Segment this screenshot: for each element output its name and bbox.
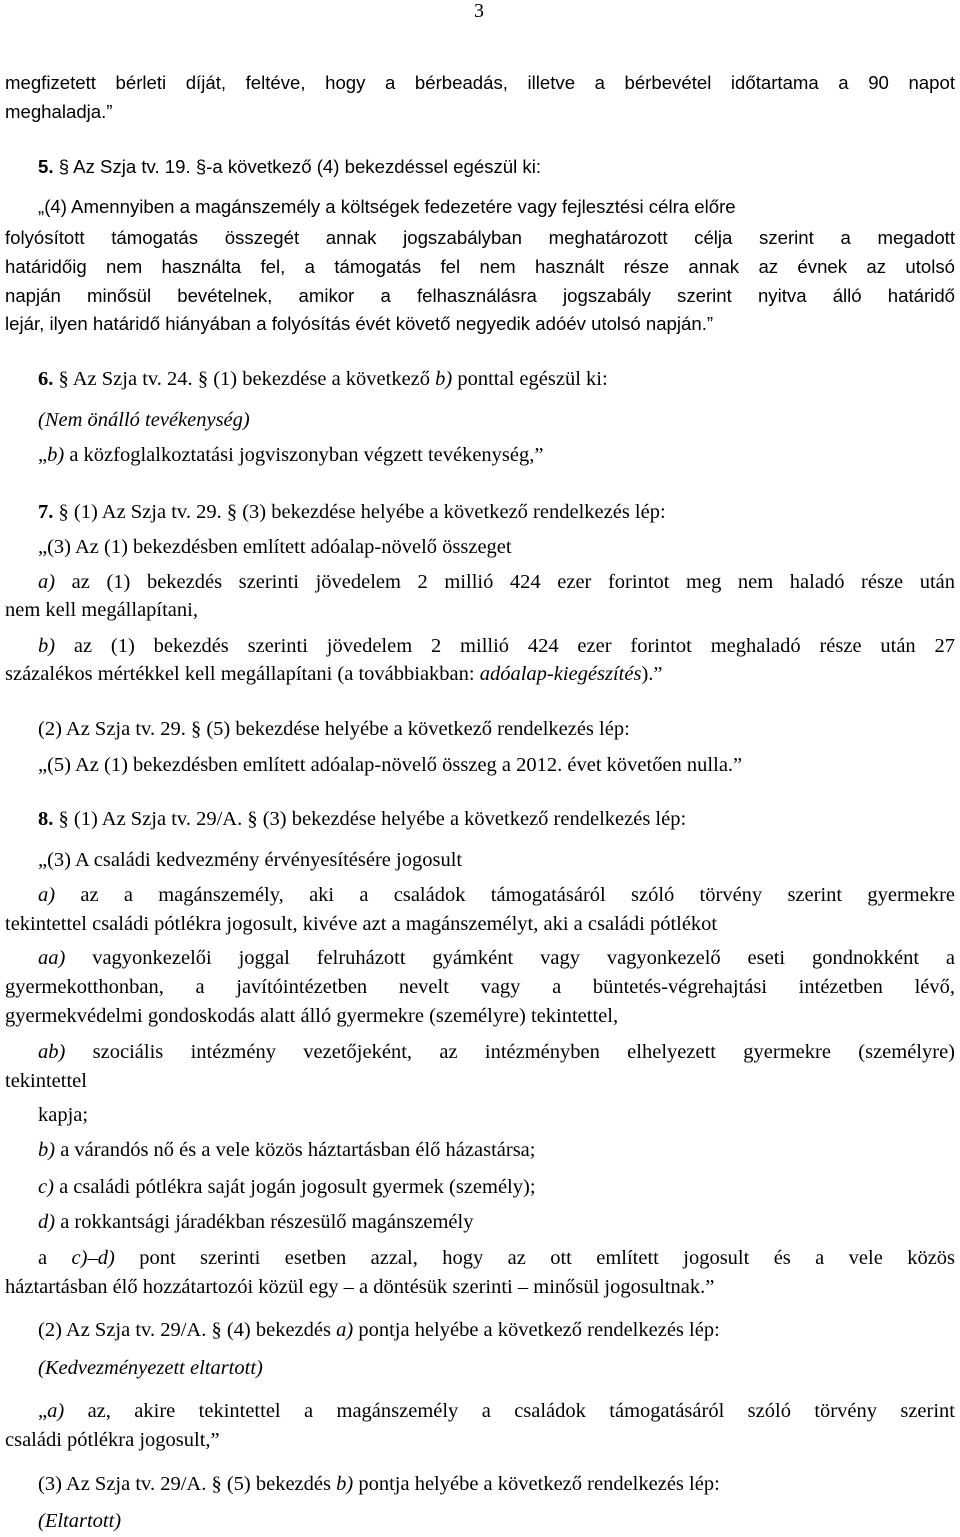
line-text: pont szerinti esetben azzal, hogy az ott említett jogosult és a vele közös [139, 1247, 956, 1269]
text-line [5, 634, 955, 658]
text-line: „(3) Az (1) bekezdésben említett adóalap-növelő összeget [38, 536, 512, 558]
section-number: 7. [38, 501, 54, 523]
quote-mark: „ [38, 1400, 48, 1422]
heading-text: ponttal egészül ki: [457, 368, 608, 390]
law-reference: Az Szja tv. 24. [72, 368, 193, 390]
text-line [38, 1472, 720, 1496]
quote-mark: „ [38, 444, 48, 466]
section-8-heading [38, 807, 686, 831]
text-line: napján minősül bevételnek, amikor a felhasználásra jogszabály szerint nyitva álló határidő [5, 285, 955, 306]
text-line: tekintettel [5, 1070, 87, 1092]
line-text: szociális intézmény vezetőjeként, az intézményben elhelyezett gyermekre (személyre) [92, 1041, 956, 1063]
heading-text: § (1) bekezdése a következő [197, 368, 431, 390]
line-text: az (1) bekezdés szerinti jövedelem 2 millió 424 ezer forintot meg nem haladó része után [71, 571, 956, 593]
point-label: c)–d) [71, 1247, 115, 1269]
text-line [38, 1318, 720, 1342]
text-line [38, 1138, 535, 1162]
line-text: (2) Az Szja tv. 29/A. § (4) bekezdés [38, 1319, 331, 1341]
text-line: megfizetett bérleti díját, feltéve, hogy a bérbeadás, illetve a bérbevétel időtartama a 90 napot [5, 72, 955, 93]
section-sign: § [58, 368, 69, 390]
subheading: (Kedvezményezett eltartott) [38, 1357, 263, 1379]
text-line: gyermekotthonban, a javítóintézetben nevelt vagy a büntetés-végrehajtási intézetben lévő, [5, 976, 955, 998]
point-label: b) [336, 1473, 354, 1495]
section-7-heading [38, 500, 666, 524]
section-number: 6. [38, 368, 54, 390]
text-line: gyermekvédelmi gondoskodás alatt álló gyermekre (személyre) tekintettel, [5, 1005, 619, 1027]
section-5-heading [38, 155, 541, 179]
text-line: háztartásban élő hozzátartozói közül egy – a döntésük szerinti – minősül jogosultnak.” [5, 1276, 715, 1298]
text-line [5, 883, 955, 907]
heading-text: § (3) bekezdése helyébe a következő rendelkezés lép: [226, 501, 666, 523]
line-text: pontja helyébe a következő rendelkezés lép: [358, 1319, 720, 1341]
law-reference: (1) Az Szja tv. 29/A. [73, 808, 243, 830]
text-line: családi pótlékra jogosult,” [5, 1429, 220, 1451]
line-text: (3) Az Szja tv. 29/A. § (5) bekezdés [38, 1473, 331, 1495]
point-label: d) [38, 1211, 56, 1233]
line-text: a családi pótlékra saját jogán jogosult gyermek (személy); [59, 1176, 536, 1198]
text-line [5, 662, 663, 686]
point-label: a) [38, 884, 56, 906]
line-text: a várandós nő és a vele közös háztartásban élő házastársa; [60, 1139, 536, 1161]
section-sign: § [58, 156, 70, 177]
point-label: ab) [38, 1041, 66, 1063]
text-line: határidőig nem használta fel, a támogatás fel nem használt része annak az évnek az utolsó [5, 256, 955, 277]
line-text: vagyonkezelői joggal felruházott gyámként vagy vagyonkezelő eseti gondnokként a [92, 947, 955, 969]
point-label: a) [336, 1319, 354, 1341]
point-label: b) [38, 635, 56, 657]
text-line: „(4) Amennyiben a magánszemély a költségek fedezetére vagy fejlesztési célra előre [38, 196, 736, 217]
point-label: b) [435, 368, 453, 390]
point-label: b) [38, 1139, 56, 1161]
text-line [38, 1210, 473, 1234]
text-line: tekintettel családi pótlékra jogosult, kivéve azt a magánszemélyt, aki a családi pótlékot [5, 913, 718, 935]
line-text: az a magánszemély, aki a családok támogatásáról szóló törvény szerint gyermekre [80, 884, 955, 906]
text-line [5, 1399, 955, 1423]
section-6-heading [38, 367, 608, 391]
point-label: aa) [38, 947, 66, 969]
line-text: a közfoglalkoztatási jogviszonyban végzett tevékenység,” [69, 444, 544, 466]
text-line: „(5) Az (1) bekezdésben említett adóalap-növelő összeg a 2012. évet követően nulla.” [38, 754, 743, 776]
section-sign: § [58, 808, 69, 830]
text-line [38, 1175, 536, 1199]
line-text: a rokkantsági járadékban részesülő magánszemély [60, 1211, 474, 1233]
text-line: „(3) A családi kedvezmény érvényesítésére jogosult [38, 849, 463, 871]
subheading: (Nem önálló tevékenység) [38, 409, 250, 431]
text-line: folyósított támogatás összegét annak jogszabályban meghatározott célja szerint a megadott [5, 227, 955, 248]
section-sign: § [58, 501, 69, 523]
text-line: (2) Az Szja tv. 29. § (5) bekezdése helyébe a következő rendelkezés lép: [38, 718, 630, 740]
point-label: c) [38, 1176, 54, 1198]
text-line [5, 946, 955, 970]
defined-term: adóalap-kiegészítés [479, 663, 642, 685]
point-label: a) [47, 1400, 65, 1422]
line-text: ).” [641, 663, 663, 685]
point-label: b) [47, 444, 65, 466]
heading-text: §-a következő (4) bekezdéssel egészül ki: [195, 156, 542, 177]
text-line [38, 443, 544, 467]
line-text: százalékos mértékkel kell megállapítani (a továbbiakban: [5, 663, 475, 685]
page-number: 3 [474, 0, 484, 22]
section-number: 8. [38, 808, 54, 830]
text-line [5, 570, 955, 594]
law-reference: (1) Az Szja tv. 29. [73, 501, 222, 523]
line-text: a [38, 1247, 48, 1269]
subheading: (Eltartott) [38, 1510, 122, 1532]
text-line: nem kell megállapítani, [5, 599, 198, 621]
line-text: az (1) bekezdés szerinti jövedelem 2 millió 424 ezer forintot meghaladó része után 27 [73, 635, 955, 657]
line-text: pontja helyébe a következő rendelkezés lép: [358, 1473, 720, 1495]
text-line [5, 1040, 955, 1064]
text-line [5, 1246, 955, 1270]
text-line: kapja; [38, 1104, 89, 1126]
text-line: lejár, ilyen határidő hiányában a folyósítás évét követő negyedik adóév utolsó napján.” [5, 313, 714, 334]
line-text: az, akire tekintettel a magánszemély a családok támogatásáról szóló törvény szerint [87, 1400, 955, 1422]
section-number: 5. [38, 156, 54, 177]
text-line: meghaladja.” [5, 101, 113, 122]
point-label: a) [38, 571, 56, 593]
law-reference: Az Szja tv. 19. [73, 156, 191, 177]
heading-text: § (3) bekezdése helyébe a következő rendelkezés lép: [247, 808, 687, 830]
